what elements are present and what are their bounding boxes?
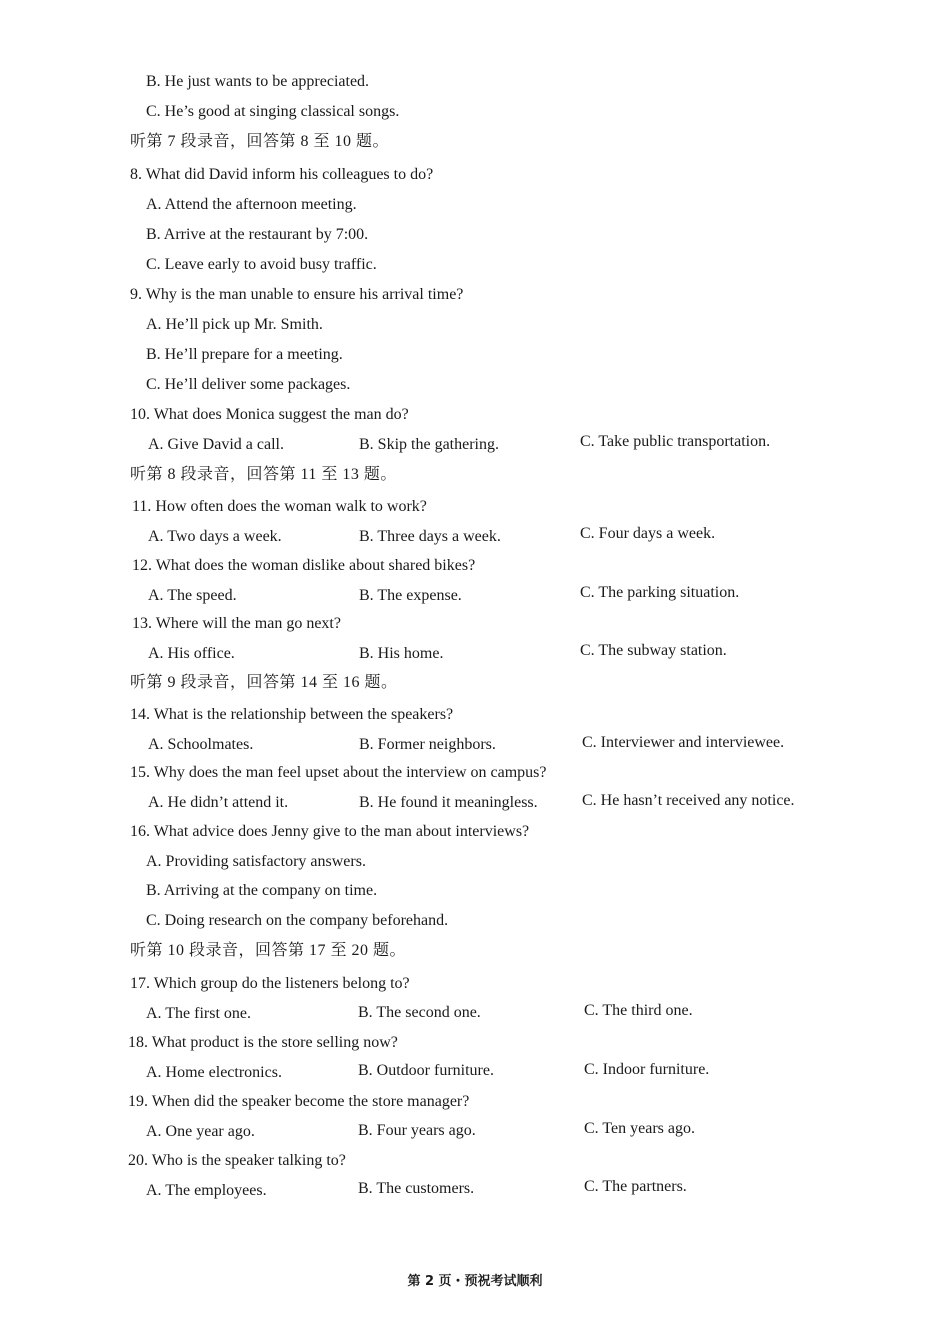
option-a: A. Providing satisfactory answers.	[146, 853, 366, 870]
option-a: A. Attend the afternoon meeting.	[146, 196, 357, 213]
option-a: A. The speed.	[148, 587, 237, 604]
option-a: A. Home electronics.	[146, 1064, 282, 1081]
question-15: 15. Why does the man feel upset about the interview on campus?	[130, 764, 547, 781]
option-b: B. Arrive at the restaurant by 7:00.	[146, 226, 369, 243]
question-10: 10. What does Monica suggest the man do?	[130, 406, 409, 423]
section-heading-10: 听第 10 段录音，回答第 17 至 20 题。	[130, 942, 407, 959]
option-c: C. Indoor furniture.	[584, 1061, 710, 1078]
option-c: C. He hasn’t received any notice.	[582, 792, 795, 809]
page-footer: 第 2 页・预祝考试顺利	[407, 1274, 543, 1289]
option-b: B. Outdoor furniture.	[358, 1062, 494, 1079]
option-b: B. The customers.	[358, 1180, 475, 1197]
option-a: A. He didn’t attend it.	[148, 794, 289, 811]
question-18: 18. What product is the store selling now?	[128, 1034, 398, 1051]
question-16: 16. What advice does Jenny give to the man about interviews?	[130, 823, 530, 840]
option-b: B. He’ll prepare for a meeting.	[146, 346, 343, 363]
question-12: 12. What does the woman dislike about shared bikes?	[132, 557, 476, 574]
option-b: B. The expense.	[359, 587, 462, 604]
section-heading-9: 听第 9 段录音，回答第 14 至 16 题。	[130, 674, 398, 691]
option-c: C. The subway station.	[580, 642, 727, 659]
option-c: C. Ten years ago.	[584, 1120, 695, 1137]
option-a: A. Give David a call.	[148, 436, 284, 453]
section-heading-7: 听第 7 段录音，回答第 8 至 10 题。	[130, 133, 390, 150]
option-c: C. Interviewer and interviewee.	[582, 734, 785, 751]
option-c: C. He’s good at singing classical songs.	[146, 103, 400, 120]
option-a: A. He’ll pick up Mr. Smith.	[146, 316, 323, 333]
question-9: 9. Why is the man unable to ensure his arrival time?	[130, 286, 464, 303]
section-heading-8: 听第 8 段录音，回答第 11 至 13 题。	[130, 466, 397, 483]
option-a: A. The first one.	[146, 1005, 252, 1022]
option-c: C. Take public transportation.	[580, 433, 771, 450]
option-b: B. Former neighbors.	[359, 736, 496, 753]
option-b: B. He just wants to be appreciated.	[146, 73, 370, 90]
option-a: A. Two days a week.	[148, 528, 282, 545]
question-13: 13. Where will the man go next?	[132, 615, 341, 632]
option-b: B. His home.	[359, 645, 444, 662]
option-b: B. Skip the gathering.	[359, 436, 499, 453]
option-c: C. The third one.	[584, 1002, 693, 1019]
option-a: A. His office.	[148, 645, 235, 662]
question-8: 8. What did David inform his colleagues to do?	[130, 166, 434, 183]
option-b: B. The second one.	[358, 1004, 481, 1021]
option-a: A. Schoolmates.	[148, 736, 254, 753]
option-c: C. Leave early to avoid busy traffic.	[146, 256, 377, 273]
option-b: B. Four years ago.	[358, 1122, 476, 1139]
option-a: A. The employees.	[146, 1182, 267, 1199]
option-b: B. He found it meaningless.	[359, 794, 538, 811]
option-c: C. He’ll deliver some packages.	[146, 376, 351, 393]
question-19: 19. When did the speaker become the store manager?	[128, 1093, 470, 1110]
option-c: C. The partners.	[584, 1178, 687, 1195]
option-b: B. Arriving at the company on time.	[146, 882, 378, 899]
question-20: 20. Who is the speaker talking to?	[128, 1152, 346, 1169]
option-b: B. Three days a week.	[359, 528, 501, 545]
question-14: 14. What is the relationship between the speakers?	[130, 706, 454, 723]
option-a: A. One year ago.	[146, 1123, 255, 1140]
option-c: C. Doing research on the company beforehand.	[146, 912, 449, 929]
question-11: 11. How often does the woman walk to work?	[132, 498, 427, 515]
question-17: 17. Which group do the listeners belong to?	[130, 975, 410, 992]
option-c: C. Four days a week.	[580, 525, 716, 542]
option-c: C. The parking situation.	[580, 584, 740, 601]
